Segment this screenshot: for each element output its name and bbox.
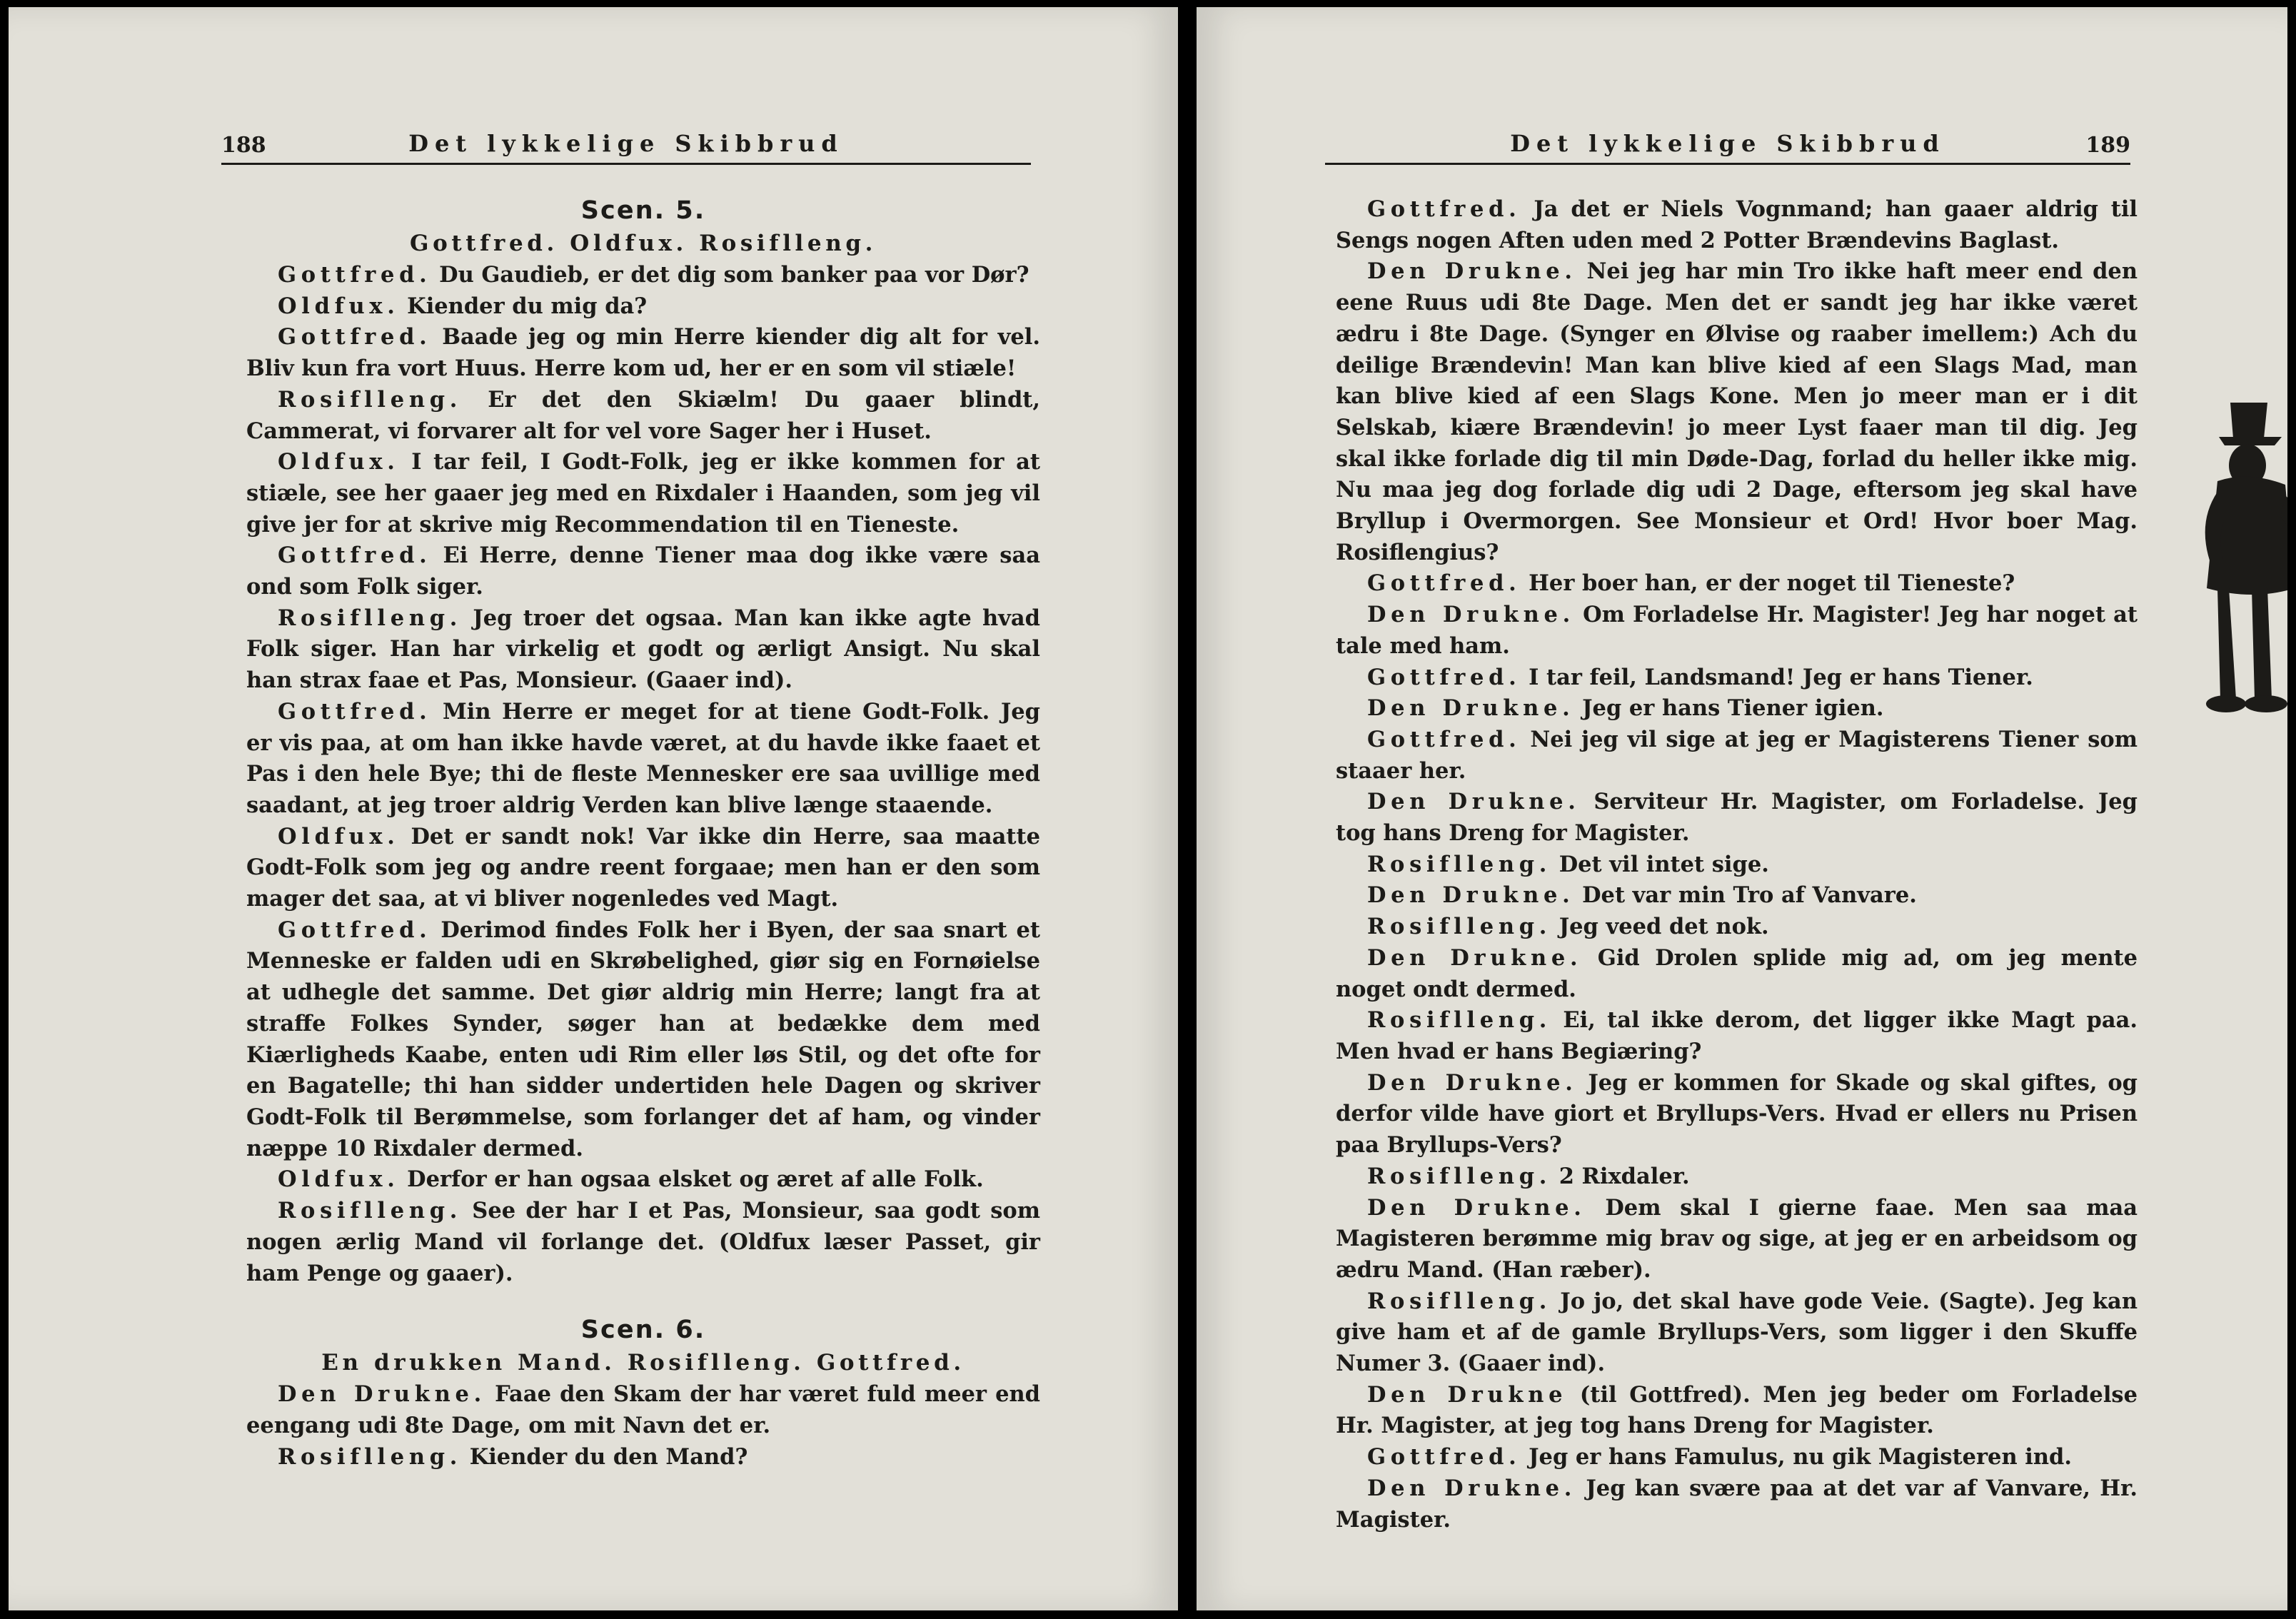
dialogue-line [1336,693,2138,725]
dialogue-line [1336,725,2138,787]
speaker: Den Drukne. [1367,1194,1586,1221]
speech: Det er sandt nok! Var ikke din Herre, saa maatte Godt-Folk som jeg og andre reent forgaae; men han er den som mager det saa, at vi bliver nogenledes ved Magt. [246,823,1040,912]
dialogue-line [246,1379,1040,1441]
speech: Du Gaudieb, er det dig som banker paa vor Dør? [431,262,1029,288]
speaker: Den Drukne. [1367,258,1577,285]
speaker: Rosiflleng. [1367,1288,1552,1314]
dialogue-line [1336,600,2138,662]
scene-cast: En drukken Mand. Rosiflleng. Gottfred. [321,1350,965,1376]
speech: Jo jo, det skal have gode Veie. (Sagte). Jeg kan give ham et af de gamle Bryllups-Vers, som ligger i den Skuffe Numer 3. (Gaaer ind). [1336,1288,2138,1377]
speech: Derimod findes Folk her i Byen, der saa snart et Menneske er falden udi en Skrøbelighed, giør sig en Fornøielse at udhegle det samme. Det giør aldrig min Herre; langt fra at straffe Folkes Synder, søger han at bedække dem med Kiærligheds Kaabe, enten udi Rim eller løs Stil, og det ofte for en Bagatelle; thi han sidder undertiden hele Dagen og skriver Godt-Folk til Berømmelse, som forlanger det af ham, og vinder næppe 10 Rixdaler dermed. [246,917,1040,1161]
speech: I tar feil, Landsmand! Jeg er hans Tiener. [1521,664,2033,690]
speech: Det vil intet sige. [1551,851,1769,877]
speech: Jeg veed det nok. [1551,914,1769,940]
speech: Jeg kan svære paa at det var af Vanvare, Hr. Magister. [1336,1475,2138,1533]
speaker: Oldfux. [278,293,400,319]
speaker: Gottfred. [1367,664,1521,690]
dialogue-line [246,322,1040,384]
speech: Jeg er kommen for Skade og skal giftes, og derfor vilde have giort et Bryllups-Vers. Hvad er ellers nu Prisen paa Bryllups-Vers? [1336,1069,2138,1159]
drunken-man-illustration [2167,374,2287,738]
left-page [9,7,1178,1610]
speaker: Den Drukne. [1367,1475,1577,1501]
speaker: Rosiflleng. [278,386,463,413]
scene-heading: Scen. 6. [580,1316,706,1345]
speaker: Den Drukne. [1367,944,1583,971]
speech: Faae den Skam der har været fuld meer end eengang udi 8te Dage, om mit Navn det er. [246,1381,1040,1438]
dialogue-line [246,540,1040,602]
speaker: Den Drukne. [1367,1069,1578,1096]
speaker: Rosiflleng. [278,1443,463,1470]
speaker: Gottfred. [1367,570,1521,597]
dialogue-line [1336,849,2138,881]
dialogue-line [1336,880,2138,912]
dialogue-line [1336,662,2138,694]
speech: Det var min Tro af Vanvare. [1574,882,1917,909]
dialogue-line [1336,1193,2138,1286]
dialogue-line [246,1164,1040,1196]
dialogue-line [246,260,1040,291]
speech: Ei Herre, denne Tiener maa dog ikke være saa ond som Folk siger. [246,543,1040,600]
speech: Baade jeg og min Herre kiender dig alt for vel. Bliv kun fra vort Huus. Herre kom ud, her er en som vil stiæle! [246,324,1040,382]
speaker: Rosiflleng. [1367,1007,1552,1034]
speaker: Den Drukne. [1367,602,1575,628]
dialogue-line [1336,1286,2138,1380]
dialogue-line [246,291,1040,323]
page-number: 189 [2085,133,2130,158]
speech: Jeg troer det ogsaa. Man kan ikke agte hvad Folk siger. Han har virkelig et godt og ærligt Ansigt. Nu skal han strax faae et Pas, Monsieur. (Gaaer ind). [246,605,1040,694]
speech: See der har I et Pas, Monsieur, saa godt som nogen ærlig Mand vil forlange det. (Oldfux læser Passet, gir ham Penge og gaaer). [246,1198,1040,1286]
dialogue-line [246,822,1040,915]
speaker: Rosiflleng. [278,1198,463,1224]
dialogue-line [1336,912,2138,943]
speaker: Gottfred. [278,543,432,569]
dialogue-line [246,697,1040,822]
speech: Kiender du den Mand? [462,1443,748,1470]
dialogue-line [246,1442,1040,1473]
dialogue-line [1336,1161,2138,1193]
speech: Ei, tal ikke derom, det ligger ikke Magt paa. Men hvad er hans Begiæring? [1336,1007,2138,1064]
speaker: Den Drukne. [278,1381,486,1408]
dialogue-line [1336,1005,2138,1067]
dialogue-line [246,385,1040,447]
speech: Serviteur Hr. Magister, om Forladelse. Jeg tog hans Dreng for Magister. [1336,789,2138,847]
page-number: 188 [221,133,266,158]
dialogue-line [1336,787,2138,849]
speaker: Den Drukne. [1367,695,1575,722]
left-page-header [221,127,1031,165]
speaker: Gottfred. [1367,196,1521,222]
speech: Kiender du mig da? [399,293,648,319]
right-text-column [1336,194,2138,1535]
dialogue-line [246,1196,1040,1289]
speaker: Gottfred. [1367,1444,1521,1471]
speaker: Gottfred. [1367,726,1521,752]
speaker: Gottfred. [278,698,432,725]
speech: Er det den Skiælm! Du gaaer blindt, Cammerat, vi forvarer alt for vel vore Sager her i Huset. [246,386,1040,444]
dialogue-line [1336,194,2138,256]
speaker: Den Drukne. [1367,882,1575,909]
dialogue-line [246,447,1040,540]
speech: Derfor er han ogsaa elsket og æret af alle Folk. [399,1166,984,1193]
speaker: Oldfux. [278,1166,400,1193]
speaker: Gottfred. [278,324,432,350]
speaker: Den Drukne. [1367,789,1581,815]
dialogue-line [1336,256,2138,568]
dialogue-line [1336,568,2138,600]
speech: Her boer han, er der noget til Tieneste? [1521,570,2015,597]
speech: Om Forladelse Hr. Magister! Jeg har noget at tale med ham. [1336,602,2138,659]
running-head: Det lykkelige Skibbrud [1510,130,1945,157]
speech: (til Gottfred). Men jeg beder om Forladelse Hr. Magister, at jeg tog hans Dreng for Magister. [1336,1381,2138,1439]
dialogue-line [1336,1473,2138,1535]
speech: Jeg er hans Famulus, nu gik Magisteren ind. [1521,1444,2072,1471]
right-page [1197,7,2287,1610]
speaker: Rosiflleng. [1367,1163,1552,1189]
speaker: Den Drukne [1367,1381,1568,1408]
speech: Jeg er hans Tiener igien. [1574,695,1884,722]
speaker: Rosiflleng. [1367,914,1552,940]
speaker: Gottfred. [278,262,432,288]
speech: Min Herre er meget for at tiene Godt-Folk. Jeg er vis paa, at om han ikke havde været, at du havde ikke faaet et Pas i den hele Bye; thi de fleste Mennesker ere saa uvillige med saadant, at jeg troer aldrig Verden kan blive længe staaende. [246,698,1040,818]
speaker: Oldfux. [278,449,400,475]
dialogue-line [1336,1068,2138,1161]
speech: Ja det er Niels Vognmand; han gaaer aldrig til Sengs nogen Aften uden med 2 Potter Brændevins Baglast. [1336,196,2138,253]
running-head: Det lykkelige Skibbrud [408,130,844,157]
speech: Gid Drolen splide mig ad, om jeg mente noget ondt dermed. [1336,944,2138,1002]
speaker: Oldfux. [278,823,400,849]
dialogue-line [1336,1442,2138,1473]
speaker: Rosiflleng. [1367,851,1552,877]
dialogue-line [1336,1380,2138,1442]
scene-cast: Gottfred. Oldfux. Rosiflleng. [410,231,877,256]
dialogue-line [246,915,1040,1165]
dialogue-line [1336,943,2138,1005]
scene-heading: Scen. 5. [580,196,706,225]
speaker: Gottfred. [278,917,432,943]
left-text-column [246,194,1040,1473]
speech: Nei jeg har min Tro ikke haft meer end den eene Ruus udi 8te Dage. Men det er sandt jeg har ikke været ædru i 8te Dage. (Synger en Ølvise og raaber imellem:) Ach du deilige Brændevin! Man kan blive kied af een Slags Mad, man kan blive kied af een Slags Kone. Men jo meer man er i dit Selskab, kiære Brændevin! jo meer Lyst faaer man til dig. Jeg skal ikke forlade dig til min Døde-Dag, forlad du heller ikke mig. Nu maa jeg dog forlade dig udi 2 Dage, eftersom jeg skal have Bryllup i Overmorgen. See Monsieur et Ord! Hvor boer Mag. Rosiflengius? [1336,258,2138,565]
speaker: Rosiflleng. [278,605,463,631]
dialogue-line [246,603,1040,697]
speech: Nei jeg vil sige at jeg er Magisterens Tiener som staaer her. [1336,726,2138,784]
right-page-header [1325,127,2130,165]
speech: 2 Rixdaler. [1551,1163,1690,1189]
speech: Dem skal I gierne faae. Men saa maa Magisteren berømme mig brav og sige, at jeg er en arbeidsom og ædru Mand. (Han ræber). [1336,1194,2138,1283]
speech: I tar feil, I Godt-Folk, jeg er ikke kommen for at stiæle, see her gaaer jeg med en Rixdaler i Haanden, som jeg vil give jer for at skrive mig Recommendation til en Tieneste. [246,449,1040,538]
